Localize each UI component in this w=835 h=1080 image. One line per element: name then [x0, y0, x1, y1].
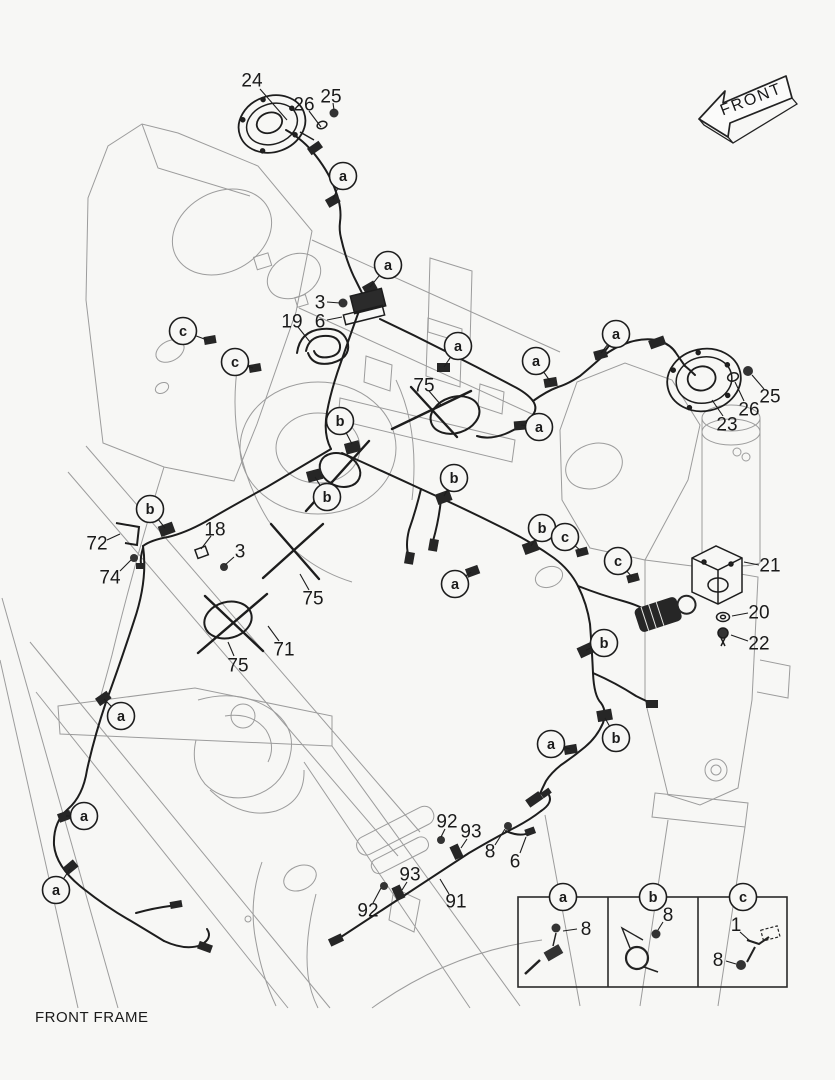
legend-leader — [740, 932, 750, 941]
part-number-label: 75 — [302, 588, 324, 610]
part-number-label: 75 — [227, 655, 249, 677]
part-number-label: 74 — [99, 567, 121, 589]
leader-line — [327, 317, 342, 320]
leader-line — [732, 613, 748, 616]
callout-letter: c — [178, 324, 188, 340]
part-number-label: 6 — [314, 311, 326, 333]
legend-part-number: 1 — [730, 915, 742, 936]
callout-letter: b — [449, 471, 459, 487]
leader-line — [228, 642, 234, 656]
callout-letter: a — [534, 420, 544, 436]
callout-letter: c — [230, 355, 240, 371]
callout-letter: a — [338, 169, 348, 185]
callout-letter: a — [531, 354, 541, 370]
part-number-label: 91 — [445, 891, 467, 913]
legend-leader — [563, 929, 577, 931]
part-number-label: 25 — [759, 386, 781, 408]
callout-letter: a — [450, 577, 460, 593]
part-number-label: 18 — [204, 519, 226, 541]
callout-letter: b — [335, 414, 345, 430]
callout-letter: a — [453, 339, 463, 355]
part-number-label: 92 — [436, 811, 458, 833]
callout-letter: a — [611, 327, 621, 343]
part-number-label: 26 — [293, 94, 315, 116]
leader-line — [107, 534, 120, 540]
bolt-25-right — [743, 366, 753, 376]
legend-callout-letter: c — [738, 890, 748, 906]
connector-plug — [633, 591, 699, 634]
washer-26-right — [726, 371, 739, 382]
bracket-21 — [692, 546, 742, 604]
part-number-label: 23 — [716, 414, 738, 436]
relay-block — [350, 288, 385, 313]
legend-icon-clamp-a — [525, 924, 563, 975]
callout-letter: a — [546, 737, 556, 753]
annotation-layer — [43, 71, 788, 988]
callout-letter: a — [51, 883, 61, 899]
part-number-label: 92 — [357, 900, 379, 922]
legend-icon-bracket-c — [736, 926, 780, 970]
part-number-label: 19 — [281, 311, 303, 333]
part-number-label: 8 — [484, 841, 496, 863]
callout-letter: c — [560, 530, 570, 546]
drawing-title: FRONT FRAME — [35, 1009, 149, 1026]
part-number-label: 72 — [86, 533, 108, 555]
part-number-label: 75 — [413, 375, 435, 397]
part-number-label: 93 — [460, 821, 482, 843]
callout-letter: b — [145, 502, 155, 518]
leader-line — [225, 557, 234, 565]
wiring-harness — [51, 130, 695, 947]
callout-letter: c — [613, 554, 623, 570]
leader-line — [520, 837, 526, 853]
callout-letter: b — [537, 521, 547, 537]
legend-callout-letter: b — [648, 890, 658, 906]
part-number-label: 6 — [509, 851, 521, 873]
washer-26-left — [316, 120, 328, 130]
callout-letter: b — [611, 731, 621, 747]
bolt-22 — [718, 628, 728, 646]
legend-part-number: 8 — [662, 905, 674, 926]
part-number-label: 3 — [234, 541, 246, 563]
legend-part-number: 8 — [580, 919, 592, 940]
legend-callout-letter: a — [558, 890, 568, 906]
callout-leader — [346, 433, 352, 444]
part-number-label: 3 — [314, 292, 326, 314]
leader-line — [327, 302, 340, 303]
callout-letter: a — [79, 809, 89, 825]
legend-leader — [726, 961, 736, 964]
front-arrow-label: FRONT — [717, 80, 785, 120]
callout-letter: b — [322, 490, 332, 506]
part-number-label: 20 — [748, 602, 770, 624]
part-number-label: 22 — [748, 633, 770, 655]
part-number-label: 71 — [273, 639, 295, 661]
callout-letter: a — [116, 709, 126, 725]
part-number-label: 21 — [759, 555, 781, 577]
part-number-label: 93 — [399, 864, 421, 886]
part-number-label: 25 — [320, 86, 342, 108]
legend-part-number: 8 — [712, 950, 724, 971]
part-number-label: 24 — [241, 70, 263, 92]
leader-line — [731, 635, 748, 641]
callout-letter: a — [383, 258, 393, 274]
part-number-label: 26 — [738, 399, 760, 421]
washer-20 — [717, 613, 730, 622]
horn-23 — [661, 342, 746, 418]
front-arrow — [699, 76, 797, 143]
callout-letter: b — [599, 636, 609, 652]
legend-icon-clamp-b — [622, 928, 661, 972]
leader-line — [120, 560, 131, 571]
